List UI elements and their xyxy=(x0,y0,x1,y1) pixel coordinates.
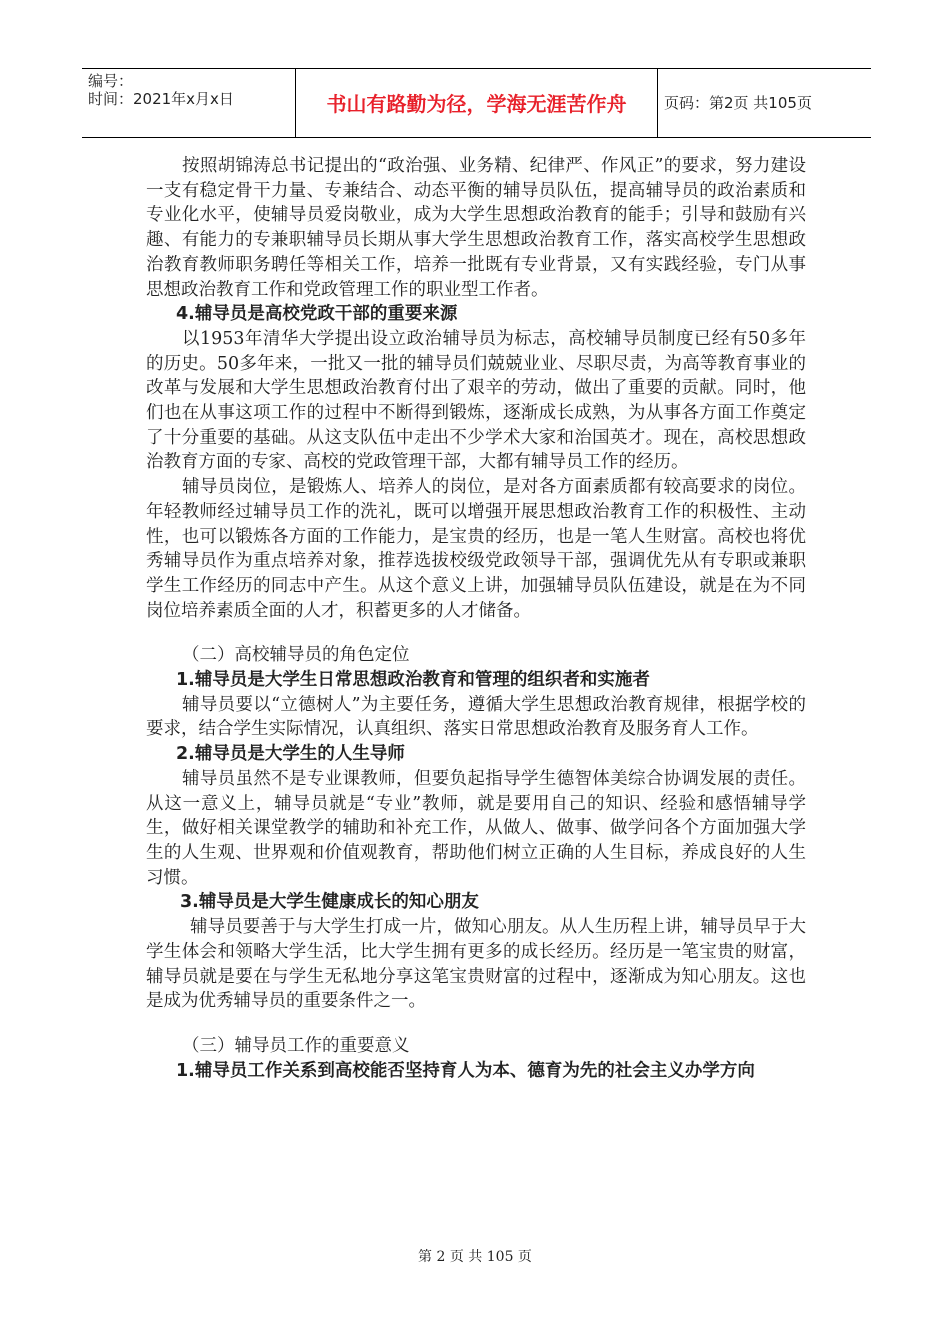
section-heading: （二）高校辅导员的角色定位 xyxy=(182,645,410,666)
paragraph: 按照胡锦涛总书记提出的“政治强、业务精、纪律严、作风正”的要求，努力建设一支有稳定骨干力量、专兼结合、动态平衡的辅导员队伍，提高辅导员的政治素质和专业化水平，使辅导员爱岗敬业，成为大学生思想政治教育的能手；引导和鼓励有兴趣、有能力的专兼职辅导员长期从事大学生思想政治教育工作，落实高校学生思想政治教育教师职务聘任等相关工作，培养一批既有专业背景，又有实践经验，专门从事思想政治教育工作和党政管理工作的职业型工作者。 xyxy=(146,156,806,300)
paragraph: 以1953年清华大学提出设立政治辅导员为标志，高校辅导员制度已经有50多年的历史。50多年来，一批又一批的辅导员们兢兢业业、尽职尽责，为高等教育事业的改革与发展和大学生思想政治教育付出了艰辛的劳动，做出了重要的贡献。同时，他们也在从事这项工作的过程中不断得到锻炼，逐渐成长成熟，为从事各方面工作奠定了十分重要的基础。从这支队伍中走出不少学术大家和治国英才。现在，高校思想政治教育方面的专家、高校的党政管理干部，大都有辅导员工作的经历。 xyxy=(146,328,806,473)
subheading: 3.辅导员是大学生健康成长的知心朋友 xyxy=(180,892,479,913)
header-meta-cell xyxy=(82,69,296,137)
subheading: 1.辅导员是大学生日常思想政治教育和管理的组织者和实施者 xyxy=(176,670,650,691)
time-label: 时间：2021年x月x日 xyxy=(88,90,234,108)
paragraph: 辅导员岗位，是锻炼人、培养人的岗位，是对各方面素质都有较高要求的岗位。年轻教师经过辅导员工作的洗礼，既可以增强开展思想政治教育工作的积极性、主动性，也可以锻炼各方面的工作能力，是宝贵的经历，也是一笔人生财富。高校也将优秀辅导员作为重点培养对象，推荐选拔校级党政领导干部，强调优先从有专职或兼职学生工作经历的同志中产生。从这个意义上讲，加强辅导员队伍建设，就是在为不同岗位培养素质全面的人才，积蓄更多的人才储备。 xyxy=(146,477,806,621)
paragraph: 辅导员要善于与大学生打成一片，做知心朋友。从人生历程上讲，辅导员早于大学生体会和领略大学生活，比大学生拥有更多的成长经历。经历是一笔宝贵的财富，辅导员就是要在与学生无私地分享这笔宝贵财富的过程中，逐渐成为知心朋友。这也是成为优秀辅导员的重要条件之一。 xyxy=(146,917,806,1012)
paragraph: 辅导员要以“立德树人”为主要任务，遵循大学生思想政治教育规律，根据学校的要求，结合学生实际情况，认真组织、落实日常思想政治教育及服务育人工作。 xyxy=(146,694,806,740)
subheading: 4.辅导员是高校党政干部的重要来源 xyxy=(176,304,458,325)
page-number-label: 页码：第2页 共105页 xyxy=(664,94,812,112)
header-page-cell xyxy=(658,69,871,137)
page-footer: 第 2 页 共 105 页 xyxy=(418,1249,532,1265)
subheading: 1.辅导员工作关系到高校能否坚持育人为本、德育为先的社会主义办学方向 xyxy=(176,1060,755,1081)
paragraph: 辅导员虽然不是专业课教师，但要负起指导学生德智体美综合协调发展的责任。从这一意义上，辅导员就是“专业”教师，就是要用自己的知识、经验和感悟辅导学生，做好相关课堂教学的辅助和补充工作，从做人、做事、做学问各个方面加强大学生的人生观、世界观和价值观教育，帮助他们树立正确的人生目标，养成良好的人生习惯。 xyxy=(146,768,806,888)
section-heading: （三）辅导员工作的重要意义 xyxy=(182,1035,410,1056)
code-label: 编号： xyxy=(88,72,134,90)
subheading: 2.辅导员是大学生的人生导师 xyxy=(176,744,405,765)
document-body xyxy=(146,154,806,1083)
header-motto-cell xyxy=(296,69,658,137)
header-motto: 书山有路勤为径，学海无涯苦作舟 xyxy=(326,92,627,116)
page-header xyxy=(82,68,871,138)
